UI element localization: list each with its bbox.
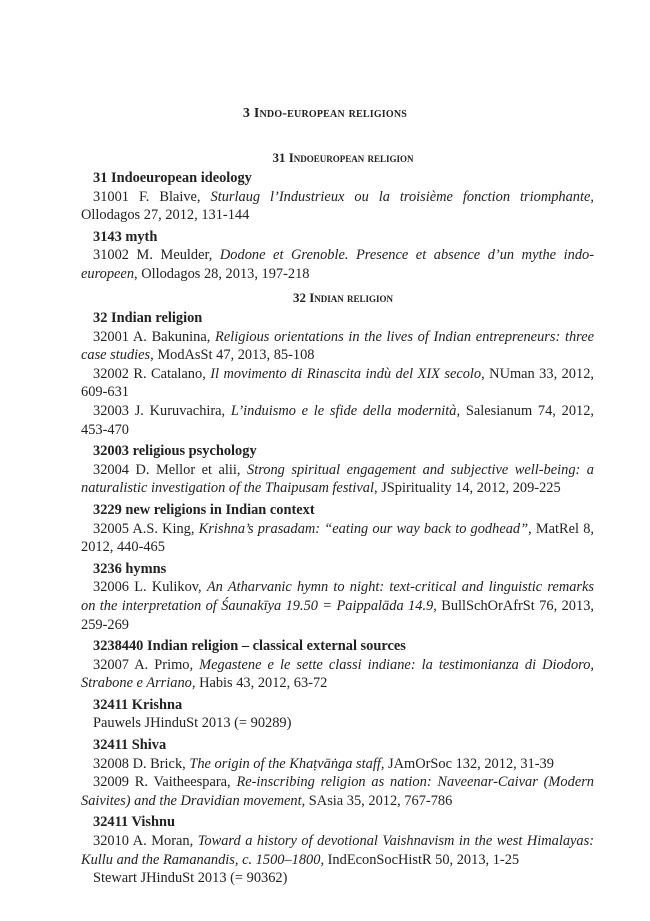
bibliography-entry: 31002 M. Meulder, Dodone et Grenoble. Presence et absence d’un mythe indo-europeen, Ollodagos 28, 2013, 197-218 (81, 247, 594, 282)
bibliography-entry: 32005 A.S. King, Krishna’s prasadam: “eating our way back to godhead”, MatRel 8, 2012, 440-465 (81, 520, 594, 556)
bibliography-entry: 32003 J. Kuruvachira, L’induismo e le sfide della modernità, Salesianum 74, 2012, 453-470 (81, 402, 595, 438)
bibliography-entry: 32006 L. Kulikov, An Atharvanic hymn to night: text-critical and linguistic remarks on the interpretation of Śaunakīya 19.50 = Paippalāda 14.9, BullSchOrAfrSt 76, 2013, 259-269 (81, 579, 594, 633)
chapter-title: 3 Indo-european religions (242, 106, 408, 121)
bibliography-entry: 32004 D. Mellor et alii, Strong spiritual engagement and subjective well-being: a naturalistic investigation of the Thaipusam festival, JSpirituality 14, 2012, 209-225 (81, 461, 594, 497)
bibliography-entry: 32001 A. Bakunina, Religious orientations in the lives of Indian entrepreneurs: three case studies, ModAsSt 47, 2013, 85-108 (81, 328, 594, 364)
bibliography-entry: 32007 A. Primo, Megastene e le sette classi indiane: la testimonianza di Diodoro, Strabone e Arriano, Habis 43, 2012, 63-72 (81, 656, 595, 692)
bibliography-entry: 32009 R. Vaitheespara, Re-inscribing religion as nation: Naveenar-Caivar (Modern Saivites) and the Dravidian movement, SAsia 35, 2012, 767-786 (81, 774, 594, 809)
subheading: 3236 hymns (93, 560, 167, 577)
subheading: 31 Indoeuropean ideology (93, 170, 252, 186)
section-32-block (81, 309, 594, 888)
section-title-31: 31 Indoeuropean religion (272, 150, 414, 165)
bibliography-entry: 32002 R. Catalano, Il movimento di Rinascita indù del XIX secolo, NUman 33, 2012, 609-631 (81, 365, 594, 401)
bibliography-entry: 32010 A. Moran, Toward a history of devotional Vaishnavism in the west Himalayas: Kullu and the Ramanandis, c. 1500–1800, IndEconSocHistR 50, 2013, 1-25 (81, 833, 594, 868)
section-31-block (81, 169, 594, 284)
section-title-32: 32 Indian religion (292, 290, 394, 305)
bibliography-entry: Pauwels JHinduSt 2013 (= 90289) (93, 715, 292, 732)
subheading: 32411 Shiva (93, 737, 167, 754)
subheading: 32411 Vishnu (93, 814, 175, 831)
subheading: 32003 religious psychology (93, 443, 257, 460)
subheading: 32 Indian religion (93, 310, 203, 326)
subheading: 3238440 Indian religion – classical external sources (93, 638, 406, 655)
subheading: 3229 new religions in Indian context (93, 501, 315, 518)
bibliography-entry: 31001 F. Blaive, Sturlaug l’Industrieux ou la troisième fonction triomphante, Ollodagos 27, 2012, 131-144 (81, 188, 594, 224)
bibliography-entry: Stewart JHinduSt 2013 (= 90362) (93, 870, 288, 887)
subheading: 3143 myth (93, 228, 158, 245)
bibliography-entry: 32008 D. Brick, The origin of the Khaṭvāṅga staff, JAmOrSoc 132, 2012, 31-39 (93, 755, 554, 772)
subheading: 32411 Krishna (93, 696, 183, 713)
